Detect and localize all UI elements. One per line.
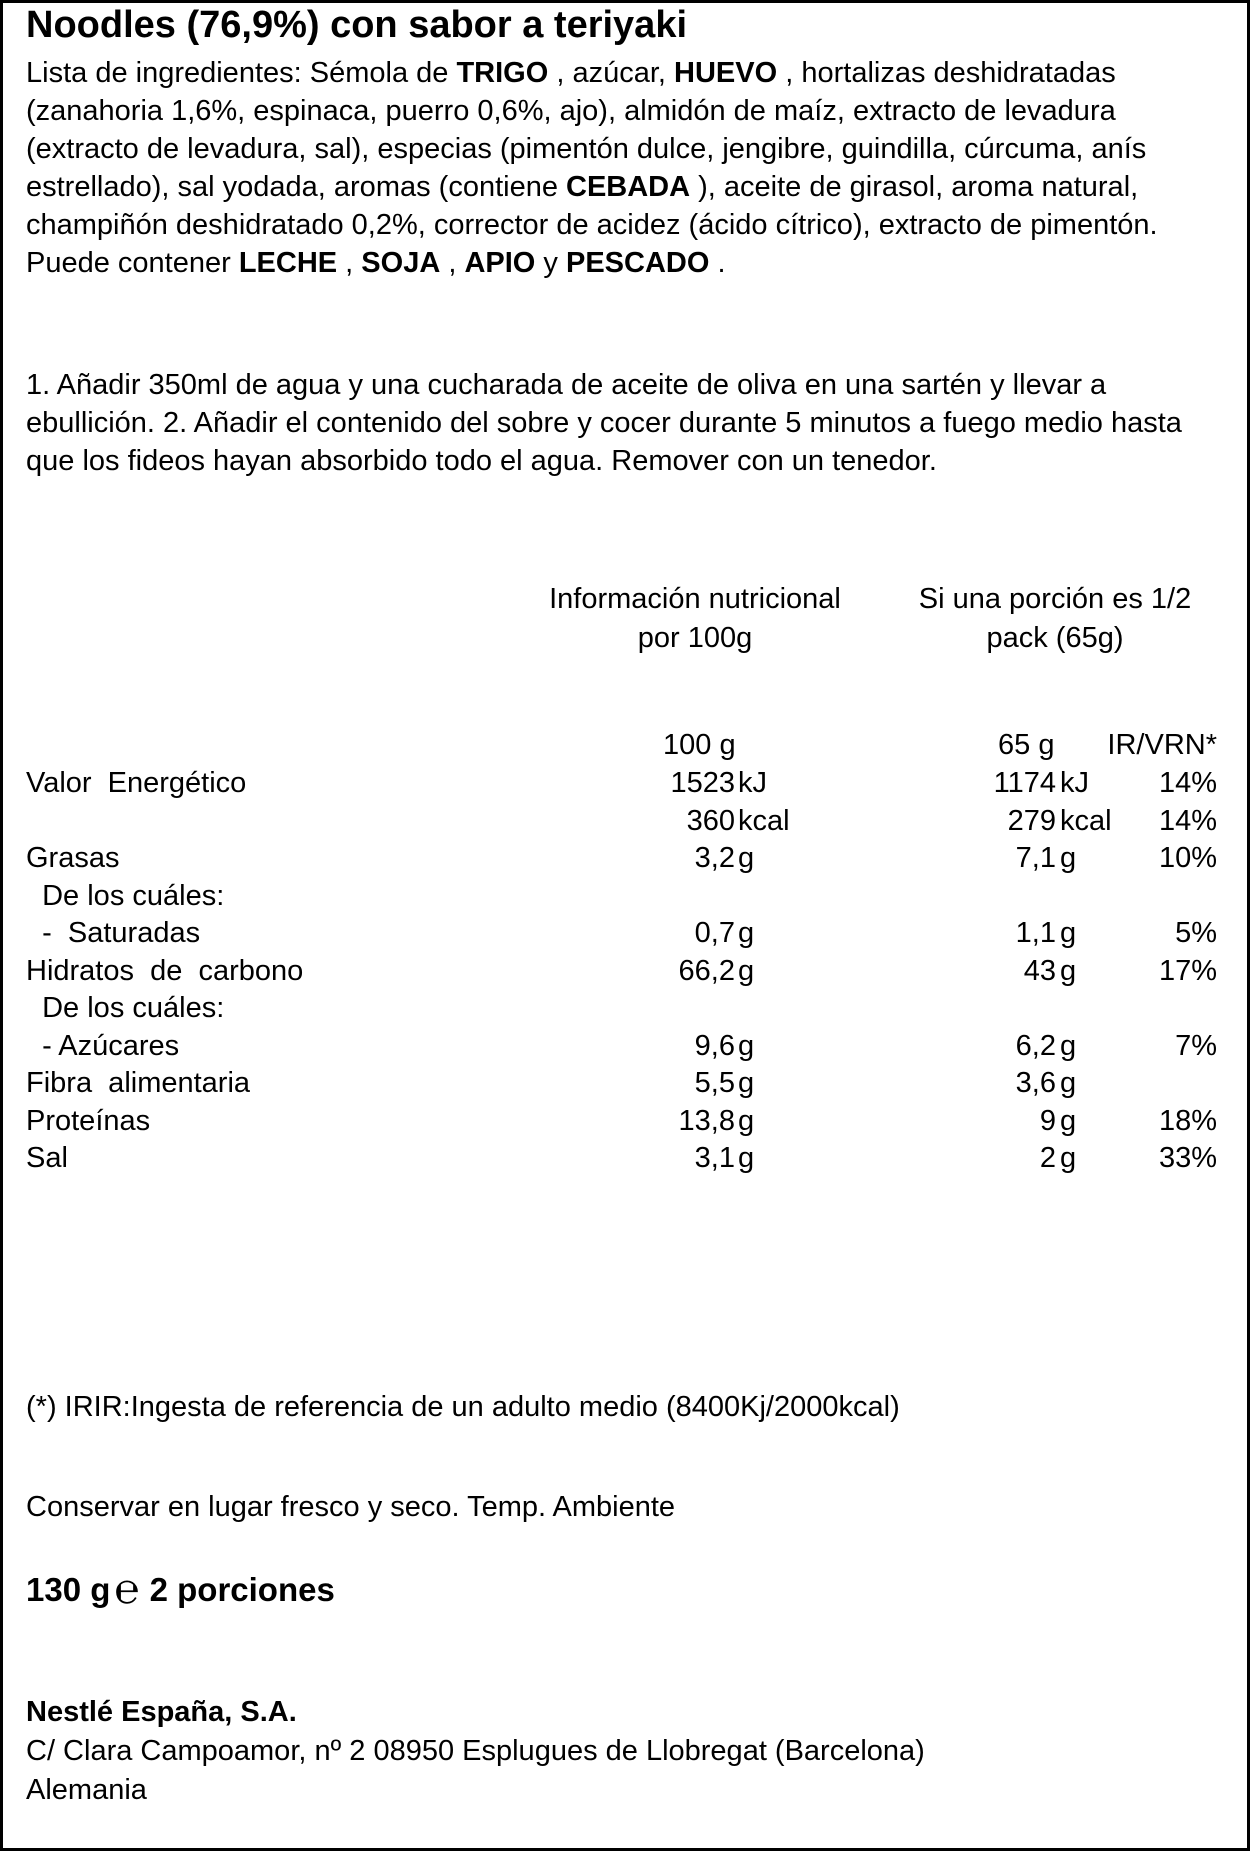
ir-percentage: 14%	[1158, 804, 1217, 837]
value-per-100g: 1523	[670, 767, 735, 799]
portions: 2 porciones	[149, 1571, 335, 1608]
product-title: Noodles (76,9%) con sabor a teriyaki	[26, 4, 688, 46]
unit-per-portion: g	[1060, 842, 1077, 874]
unit-per-portion: g	[1060, 1067, 1077, 1099]
value-per-portion: 2	[1039, 1142, 1056, 1174]
unit-per-100g: kcal	[738, 804, 790, 837]
ingredients-list	[26, 54, 1221, 282]
net-quantity	[26, 1564, 335, 1613]
nutrition-row	[0, 1139, 1250, 1177]
ingredient-text: y	[535, 247, 566, 279]
unit-per-portion: g	[1060, 917, 1077, 949]
preparation-instructions: 1. Añadir 350ml de agua y una cucharada de aceite de oliva en una sartén y llevar a ebullición. 2. Añadir el contenido del sobre y cocer durante 5 minutos a fuego medio hasta que los fideos hayan absorbido todo el agua. Remover con un tenedor.	[26, 369, 1182, 477]
unit-per-portion: g	[1060, 1104, 1077, 1137]
unit-per-100g: g	[738, 954, 755, 987]
ir-percentage: 7%	[1175, 1029, 1217, 1062]
allergen: APIO	[464, 247, 536, 279]
value-per-portion: 43	[1023, 954, 1056, 987]
subheader-65g: 65 g	[998, 729, 1055, 761]
allergen: SOJA	[361, 247, 441, 279]
allergen: HUEVO	[674, 57, 778, 89]
nutrient-label: De los cuáles:	[26, 879, 225, 912]
unit-per-portion: g	[1060, 954, 1077, 987]
ingredient-text: , azúcar,	[548, 57, 675, 89]
nutrient-label: De los cuáles:	[26, 992, 225, 1024]
allergen: PESCADO	[565, 247, 710, 279]
company-country: Alemania	[26, 1774, 147, 1806]
value-per-portion: 6,2	[1015, 1029, 1056, 1062]
nutrition-subheader-row	[0, 726, 1250, 764]
nutrition-row	[0, 1064, 1250, 1102]
value-per-portion: 1,1	[1015, 917, 1056, 949]
nutrient-label: - Azúcares	[26, 1029, 180, 1062]
ir-percentage: 33%	[1158, 1142, 1217, 1174]
value-per-portion: 3,6	[1015, 1067, 1056, 1099]
ir-percentage: 5%	[1175, 917, 1217, 949]
nutrition-row	[0, 802, 1250, 840]
nutrition-row	[0, 1102, 1250, 1140]
value-per-100g: 0,7	[694, 917, 735, 949]
unit-per-portion: g	[1060, 1029, 1077, 1062]
value-per-100g: 13,8	[678, 1104, 735, 1137]
value-per-100g: 66,2	[678, 954, 735, 987]
unit-per-portion: g	[1060, 1142, 1077, 1174]
net-weight: 130 g	[26, 1571, 111, 1608]
estimated-sign-icon: ℮	[114, 1564, 140, 1613]
nutrient-label: Valor Energético	[26, 767, 247, 799]
value-per-100g: 9,6	[694, 1029, 735, 1062]
footnote: (*) IRIR:Ingesta de referencia de un adulto medio (8400Kj/2000kcal)	[26, 1391, 900, 1423]
unit-per-100g: g	[738, 1029, 755, 1062]
nutrition-header-per-100g: Información nutricional por 100g	[549, 583, 841, 654]
ir-percentage: 10%	[1158, 842, 1217, 874]
nutrition-row	[0, 952, 1250, 990]
nutrient-label: Hidratos de carbono	[26, 954, 304, 987]
ir-percentage: 14%	[1158, 767, 1217, 799]
ingredient-text: ,	[440, 247, 465, 279]
nutrition-row	[0, 1027, 1250, 1065]
nutrition-header-per-portion: Si una porción es 1/2 pack (65g)	[918, 583, 1192, 654]
unit-per-portion: kJ	[1060, 767, 1089, 799]
nutrient-label: Sal	[26, 1142, 68, 1174]
nutrition-row	[0, 839, 1250, 877]
value-per-portion: 279	[1007, 804, 1056, 837]
nutrition-row	[0, 989, 1250, 1027]
company-name: Nestlé España, S.A.	[26, 1696, 297, 1728]
value-per-100g: 3,2	[694, 842, 735, 874]
value-per-100g: 3,1	[694, 1142, 735, 1174]
nutrient-label: - Saturadas	[26, 917, 201, 949]
ingredient-text: ), aceite de girasol, aroma natural, champiñón deshidratado 0,2%, corrector de acidez (ácido cítrico), extracto de pimentón. Puede contener	[26, 171, 1158, 279]
value-per-portion: 1174	[993, 767, 1056, 799]
ingredient-text: , hortalizas deshidratadas (zanahoria 1,6%, espinaca, puerro 0,6%, ajo), almidón de maíz, extracto de levadura (extracto de levadura, sal), especias (pimentón dulce, jengibre, guindilla, cúrcuma, anís estrellado), sal yodada, aromas (contiene	[26, 57, 1147, 203]
ingredient-text: Lista de ingredientes: Sémola de	[26, 57, 457, 89]
value-per-100g: 5,5	[694, 1067, 735, 1099]
nutrition-row	[0, 877, 1250, 915]
nutrition-row	[0, 914, 1250, 952]
ir-percentage: 18%	[1158, 1104, 1217, 1137]
storage-instructions: Conservar en lugar fresco y seco. Temp. Ambiente	[26, 1491, 676, 1523]
unit-per-100g: g	[738, 842, 755, 874]
unit-per-100g: kJ	[738, 767, 767, 799]
value-per-portion: 7,1	[1015, 842, 1056, 874]
unit-per-100g: g	[738, 1142, 755, 1174]
subheader-100g: 100 g	[663, 729, 736, 761]
allergen: TRIGO	[456, 57, 549, 89]
company-address: C/ Clara Campoamor, nº 2 08950 Esplugues de Llobregat (Barcelona)	[26, 1735, 925, 1767]
unit-per-100g: g	[738, 1104, 755, 1137]
allergen: LECHE	[238, 247, 338, 279]
subheader-ir-vrn: IR/VRN*	[1107, 729, 1217, 761]
unit-per-portion: kcal	[1060, 804, 1112, 837]
nutrient-label: Grasas	[26, 842, 120, 874]
nutrient-label: Proteínas	[26, 1104, 151, 1137]
ingredient-text: .	[709, 247, 726, 279]
allergen: CEBADA	[566, 171, 691, 203]
value-per-100g: 360	[686, 804, 735, 837]
ingredient-text: ,	[337, 247, 362, 279]
nutrition-row	[0, 764, 1250, 802]
unit-per-100g: g	[738, 1067, 755, 1099]
nutrient-label: Fibra alimentaria	[26, 1067, 251, 1099]
ir-percentage: 17%	[1158, 954, 1217, 987]
value-per-portion: 9	[1039, 1104, 1056, 1137]
unit-per-100g: g	[738, 917, 755, 949]
